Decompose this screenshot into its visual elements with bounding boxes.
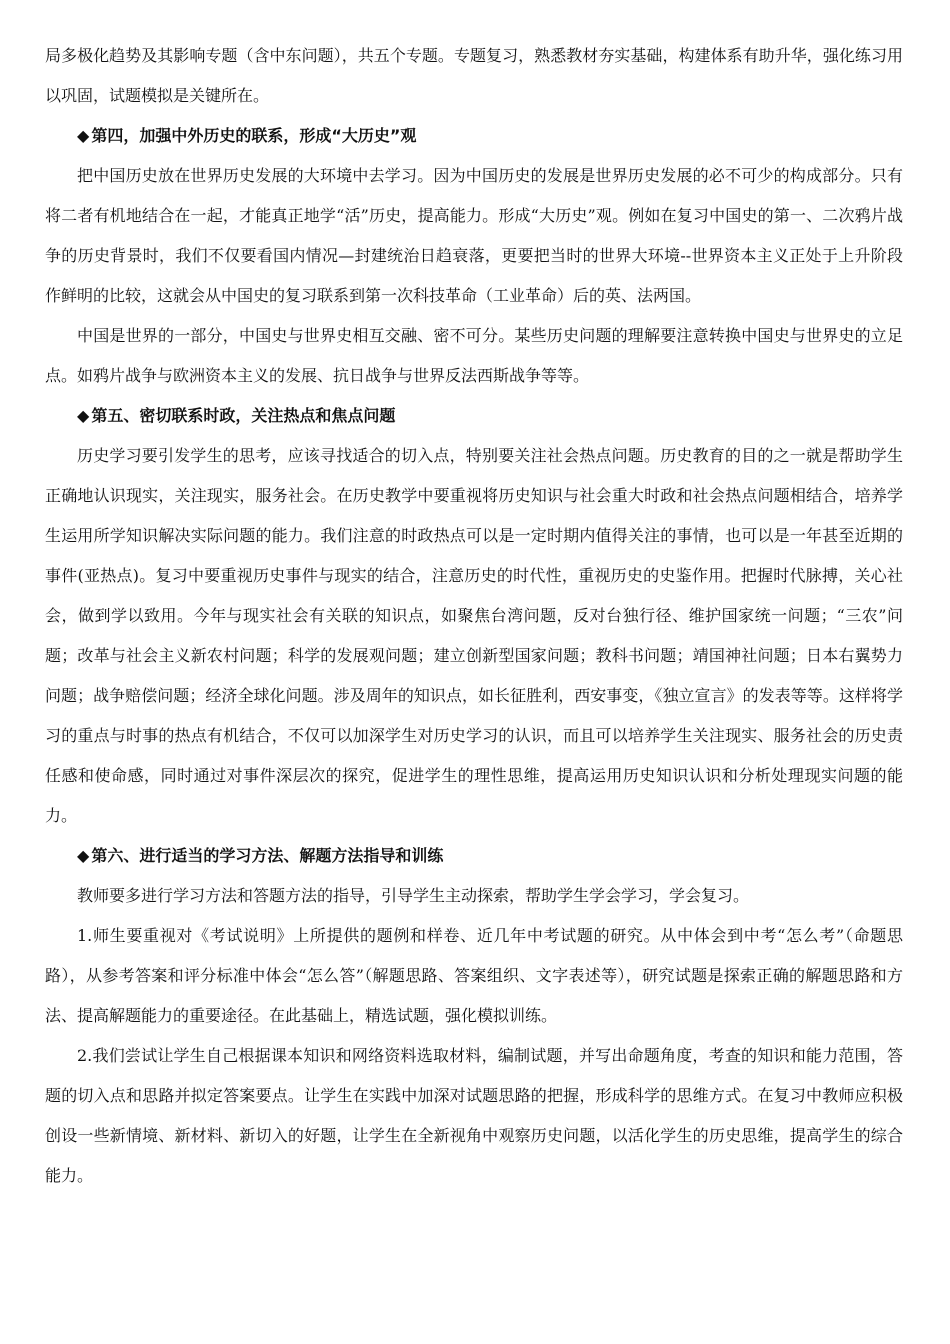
diamond-bullet-icon: ◆	[77, 406, 90, 425]
paragraph-6c: 2.我们尝试让学生自己根据课本知识和网络资料选取材料，编制试题，并写出命题角度，考查的知识和能力范围，答题的切入点和思路并拟定答案要点。让学生在实践中加深对试题思路的把握，形成科学的思维方式。在复习中教师应积极创设一些新情境、新材料、新切入的好题，让学生在全新视角中观察历史问题，以活化学生的历史思维，提高学生的综合能力。	[45, 1046, 903, 1185]
section-heading-6-text: 第六、进行适当的学习方法、解题方法指导和训练	[91, 846, 444, 865]
diamond-bullet-icon: ◆	[77, 126, 90, 145]
paragraph-6b: 1.师生要重视对《考试说明》上所提供的题例和样卷、近几年中考试题的研究。从中体会到中考“怎么考”（命题思路），从参考答案和评分标准中体会“怎么答”（解题思路、答案组织、文字表述等），研究试题是探索正确的解题思路和方法、提高解题能力的重要途径。在此基础上，精选试题，强化模拟训练。	[45, 926, 903, 1025]
section-heading-6	[45, 836, 903, 876]
diamond-bullet-icon: ◆	[77, 846, 90, 865]
section-heading-5-text: 第五、密切联系时政，关注热点和焦点问题	[91, 406, 396, 425]
paragraph-4b: 中国是世界的一部分，中国史与世界史相互交融、密不可分。某些历史问题的理解要注意转换中国史与世界史的立足点。如鸦片战争与欧洲资本主义的发展、抗日战争与世界反法西斯战争等等。	[45, 326, 903, 385]
document-page	[45, 36, 903, 1196]
paragraph-intro: 局多极化趋势及其影响专题（含中东问题），共五个专题。专题复习，熟悉教材夯实基础，构建体系有助升华，强化练习用以巩固，试题模拟是关键所在。	[45, 46, 903, 105]
paragraph-6a: 教师要多进行学习方法和答题方法的指导，引导学生主动探索，帮助学生学会学习，学会复习。	[77, 886, 750, 905]
section-heading-5	[45, 396, 903, 436]
section-heading-4	[45, 116, 903, 156]
paragraph-4a: 把中国历史放在世界历史发展的大环境中去学习。因为中国历史的发展是世界历史发展的必不可少的构成部分。只有将二者有机地结合在一起，才能真正地学“活”历史，提高能力。形成“大历史”观。例如在复习中国史的第一、二次鸦片战争的历史背景时，我们不仅要看国内情况—封建统治日趋衰落，更要把当时的世界大环境--世界资本主义正处于上升阶段作鲜明的比较，这就会从中国史的复习联系到第一次科技革命（工业革命）后的英、法两国。	[45, 166, 903, 305]
paragraph-5: 历史学习要引发学生的思考，应该寻找适合的切入点，特别要关注社会热点问题。历史教育的目的之一就是帮助学生正确地认识现实，关注现实，服务社会。在历史教学中要重视将历史知识与社会重大时政和社会热点问题相结合，培养学生运用所学知识解决实际问题的能力。我们注意的时政热点可以是一定时期内值得关注的事情，也可以是一年甚至近期的事件(亚热点)。复习中要重视历史事件与现实的结合，注意历史的时代性，重视历史的史鉴作用。把握时代脉搏，关心社会，做到学以致用。今年与现实社会有关联的知识点，如聚焦台湾问题，反对台独行径、维护国家统一问题；“三农”问题；改革与社会主义新农村问题；科学的发展观问题；建立创新型国家问题；教科书问题；靖国神社问题；日本右翼势力问题；战争赔偿问题；经济全球化问题。涉及周年的知识点，如长征胜利，西安事变，《独立宣言》的发表等等。这样将学习的重点与时事的热点有机结合，不仅可以加深学生对历史学习的认识，而且可以培养学生关注现实、服务社会的历史责任感和使命感，同时通过对事件深层次的探究，促进学生的理性思维，提高运用历史知识认识和分析处理现实问题的能力。	[45, 446, 903, 825]
section-heading-4-text: 第四，加强中外历史的联系，形成“大历史”观	[91, 126, 417, 145]
